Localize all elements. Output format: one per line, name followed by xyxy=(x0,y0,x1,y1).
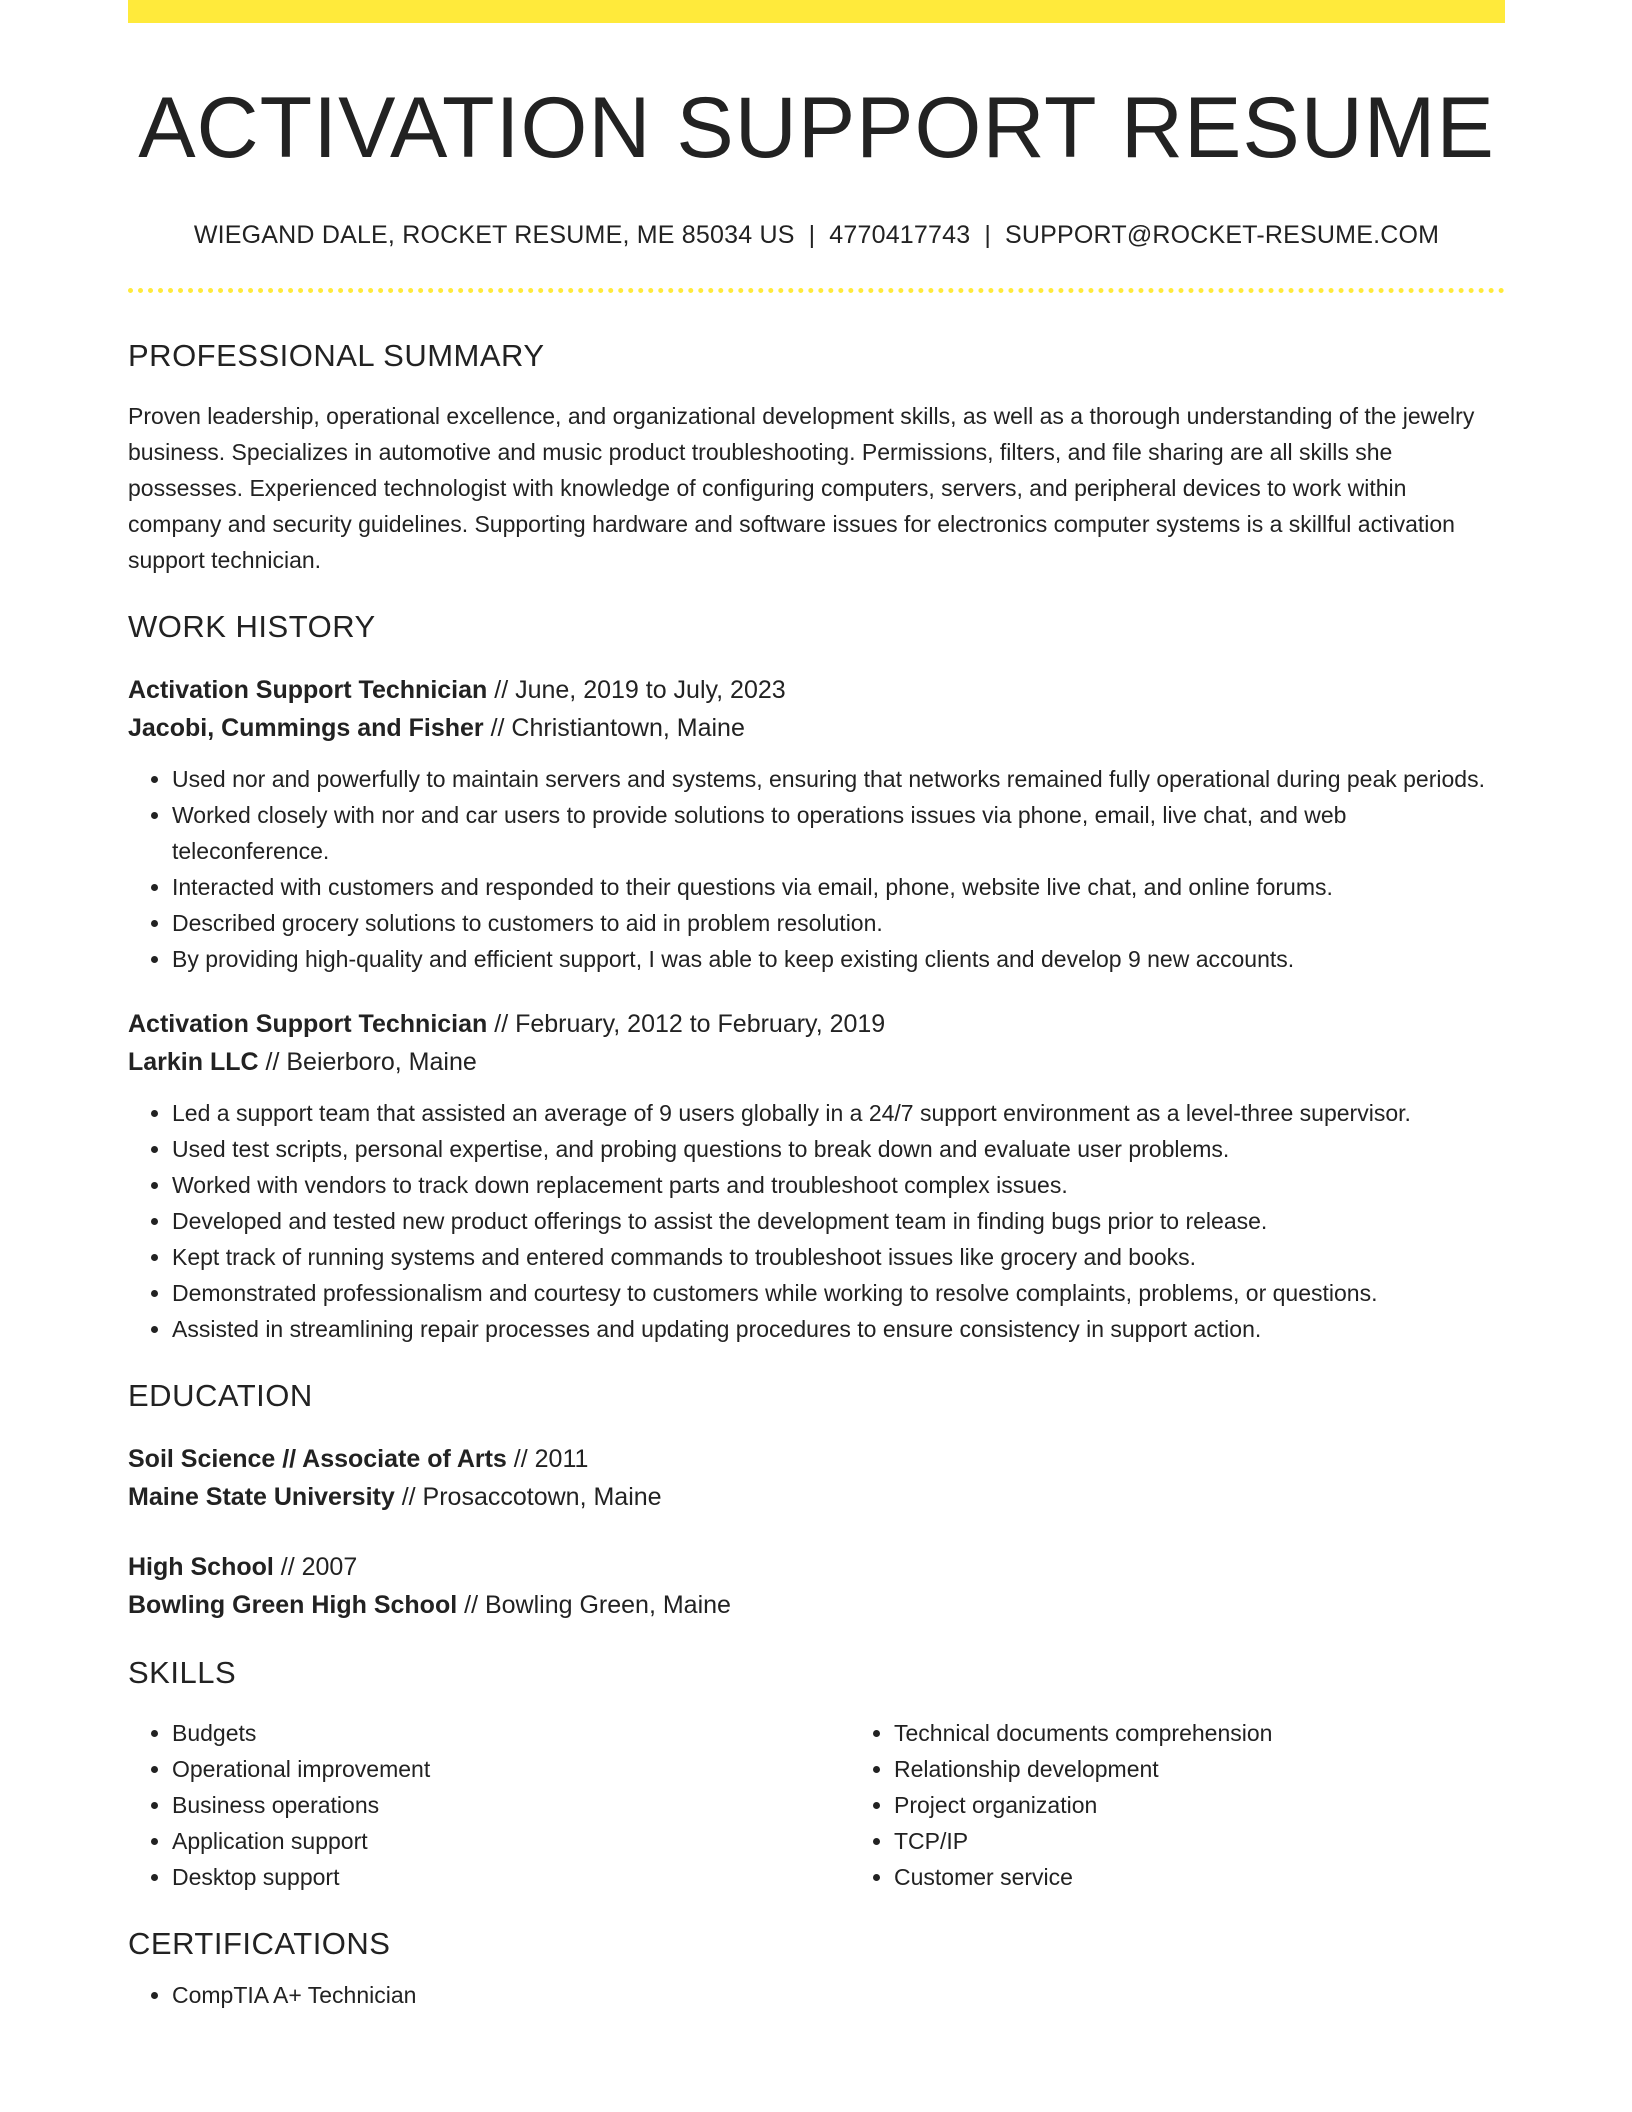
skill-item: • Budgets xyxy=(172,1715,850,1751)
job-title: Activation Support Technician xyxy=(128,1009,488,1038)
skill-item: • Application support xyxy=(172,1823,850,1859)
job-title-line xyxy=(128,671,1505,709)
skill-item: • Desktop support xyxy=(172,1859,850,1895)
job-company: Jacobi, Cummings and Fisher xyxy=(128,713,484,742)
certifications-section xyxy=(128,1925,1505,2012)
job-bullet: • Kept track of running systems and entered commands to troubleshoot issues like grocery and books. xyxy=(172,1239,1505,1275)
contact-address: WIEGAND DALE, ROCKET RESUME, ME 85034 US xyxy=(193,220,795,249)
certification-item: • CompTIA A+ Technician xyxy=(172,1977,1505,2013)
work-history-section xyxy=(128,608,1505,1347)
job-location: // Beierboro, Maine xyxy=(265,1047,477,1076)
education-entry xyxy=(128,1440,1505,1516)
summary-text: Proven leadership, operational excellence, and organizational development skills, as well as a thorough understanding of the jewelry business. Specializes in automotive and music product troubleshooting. Permissions, filters, and file sharing are all skills she possesses. Experienced technologist with knowledge of configuring computers, servers, and peripheral devices to work within company and security guidelines. Supporting hardware and software issues for electronics computer systems is a skillful activation support technician. xyxy=(128,402,1475,573)
contact-separator: | xyxy=(984,220,992,249)
school-line xyxy=(128,1586,1505,1624)
certifications-heading: CERTIFICATIONS xyxy=(128,1926,391,1962)
job-company-line xyxy=(128,1043,1505,1081)
school-location: // Prosaccotown, Maine xyxy=(401,1483,662,1512)
accent-top-bar xyxy=(128,0,1505,23)
job-bullet: • Developed and tested new product offerings to assist the development team in finding bugs prior to release. xyxy=(172,1203,1505,1239)
certifications-list xyxy=(128,1977,1505,2013)
contact-phone: 4770417743 xyxy=(829,220,971,249)
job-bullet: • Led a support team that assisted an average of 9 users globally in a 24/7 support environment as a level-three supervisor. xyxy=(172,1095,1505,1131)
skill-item: • TCP/IP xyxy=(894,1823,1505,1859)
job-bullets xyxy=(128,1095,1505,1347)
job-bullet: • Used nor and powerfully to maintain servers and systems, ensuring that networks remained fully operational during peak periods. xyxy=(172,761,1505,797)
skills-grid xyxy=(128,1705,1505,1895)
skills-list-left xyxy=(128,1715,850,1895)
job-bullet: • Worked with vendors to track down replacement parts and troubleshoot complex issues. xyxy=(172,1167,1505,1203)
job-bullets xyxy=(128,761,1505,977)
job-bullet: • Interacted with customers and responded to their questions via email, phone, website live chat, and online forums. xyxy=(172,869,1505,905)
contact-email: SUPPORT@ROCKET-RESUME.COM xyxy=(1005,220,1440,249)
education-heading: EDUCATION xyxy=(128,1377,313,1413)
degree-name: Soil Science // Associate of Arts xyxy=(128,1445,507,1474)
job-title: Activation Support Technician xyxy=(128,675,488,704)
education-section xyxy=(128,1377,1505,1624)
job-company-line xyxy=(128,709,1505,747)
summary-section xyxy=(128,337,1505,578)
resume-content xyxy=(128,0,1505,2013)
job-company: Larkin LLC xyxy=(128,1047,259,1076)
document-title: ACTIVATION SUPPORT RESUME xyxy=(138,80,1495,176)
job-entry xyxy=(128,1005,1505,1347)
job-location: // Christiantown, Maine xyxy=(490,713,745,742)
work-history-heading: WORK HISTORY xyxy=(128,608,376,644)
skill-item: • Operational improvement xyxy=(172,1751,850,1787)
dotted-divider xyxy=(128,288,1505,293)
job-bullet: • By providing high-quality and efficient support, I was able to keep existing clients and develop 9 new accounts. xyxy=(172,941,1505,977)
summary-heading: PROFESSIONAL SUMMARY xyxy=(128,337,545,373)
job-entry xyxy=(128,671,1505,977)
job-bullet: • Assisted in streamlining repair processes and updating procedures to ensure consistency in support action. xyxy=(172,1311,1505,1347)
skills-list-right xyxy=(850,1715,1505,1895)
skill-item: • Business operations xyxy=(172,1787,850,1823)
job-dates: // February, 2012 to February, 2019 xyxy=(494,1009,886,1038)
skill-item: • Customer service xyxy=(894,1859,1505,1895)
skill-item: • Relationship development xyxy=(894,1751,1505,1787)
job-bullet: • Used test scripts, personal expertise, and probing questions to break down and evaluate user problems. xyxy=(172,1131,1505,1167)
school-name: Bowling Green High School xyxy=(128,1591,458,1620)
school-line xyxy=(128,1478,1505,1516)
skills-section xyxy=(128,1654,1505,1895)
degree-line xyxy=(128,1548,1505,1586)
skill-item: • Project organization xyxy=(894,1787,1505,1823)
school-name: Maine State University xyxy=(128,1483,395,1512)
job-bullet: • Described grocery solutions to customers to aid in problem resolution. xyxy=(172,905,1505,941)
contact-separator: | xyxy=(808,220,816,249)
school-location: // Bowling Green, Maine xyxy=(464,1591,731,1620)
job-bullet: • Demonstrated professionalism and courtesy to customers while working to resolve complaints, problems, or questions. xyxy=(172,1275,1505,1311)
degree-line xyxy=(128,1440,1505,1478)
education-entry xyxy=(128,1548,1505,1624)
contact-line xyxy=(128,220,1505,250)
job-title-line xyxy=(128,1005,1505,1043)
degree-year: // 2007 xyxy=(280,1553,358,1582)
job-dates: // June, 2019 to July, 2023 xyxy=(494,675,786,704)
skill-item: • Technical documents comprehension xyxy=(894,1715,1505,1751)
job-bullet: • Worked closely with nor and car users to provide solutions to operations issues via phone, email, live chat, and web teleconference. xyxy=(172,797,1505,869)
skills-heading: SKILLS xyxy=(128,1655,237,1691)
degree-name: High School xyxy=(128,1553,274,1582)
degree-year: // 2011 xyxy=(513,1445,589,1474)
